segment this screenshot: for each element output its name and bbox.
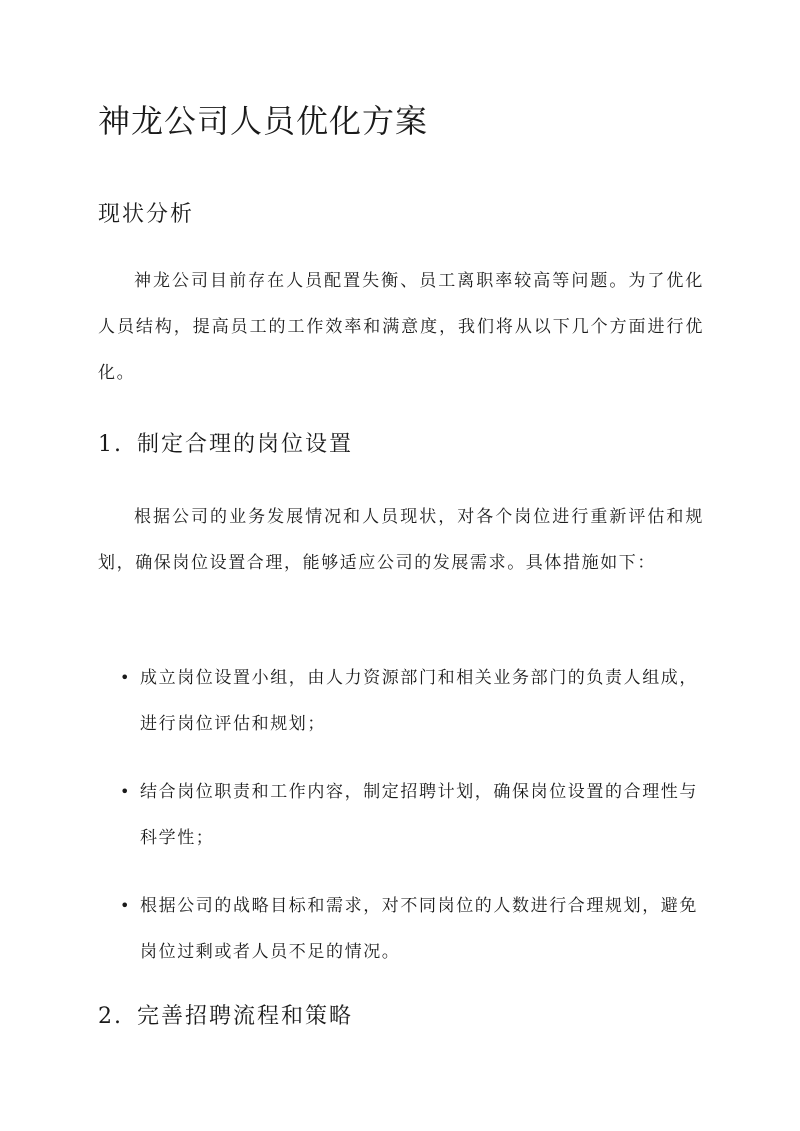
list-item-text: 成立岗位设置小组，由人力资源部门和相关业务部门的负责人组成，进行岗位评估和规划； <box>140 668 698 734</box>
list-item-text: 根据公司的战略目标和需求，对不同岗位的人数进行合理规划，避免岗位过剩或者人员不足的情况。 <box>140 896 698 962</box>
list-item <box>98 883 698 975</box>
section-title-2: 完善招聘流程和策略 <box>137 1004 354 1029</box>
bullet-icon: • <box>120 668 132 687</box>
section-heading-status: 现状分析 <box>98 202 195 227</box>
list-item-text: 结合岗位职责和工作内容，制定招聘计划，确保岗位设置的合理性与科学性； <box>140 782 698 848</box>
section-number-2: 2. <box>98 1004 123 1029</box>
section-heading-2 <box>98 999 353 1030</box>
measures-list <box>98 655 698 997</box>
list-item <box>98 655 698 747</box>
bullet-icon: • <box>120 782 132 801</box>
section-number-1: 1. <box>98 432 123 457</box>
section-heading-1 <box>98 427 353 458</box>
bullet-icon: • <box>120 896 132 915</box>
section-title-1: 制定合理的岗位设置 <box>137 432 354 457</box>
list-item <box>98 769 698 861</box>
section-1-paragraph: 根据公司的业务发展情况和人员现状，对各个岗位进行重新评估和规划，确保岗位设置合理，能够适应公司的发展需求。具体措施如下： <box>98 507 704 573</box>
status-paragraph: 神龙公司目前存在人员配置失衡、员工离职率较高等问题。为了优化人员结构，提高员工的工作效率和满意度，我们将从以下几个方面进行优化。 <box>98 271 704 383</box>
page-title: 神龙公司人员优化方案 <box>98 102 429 140</box>
